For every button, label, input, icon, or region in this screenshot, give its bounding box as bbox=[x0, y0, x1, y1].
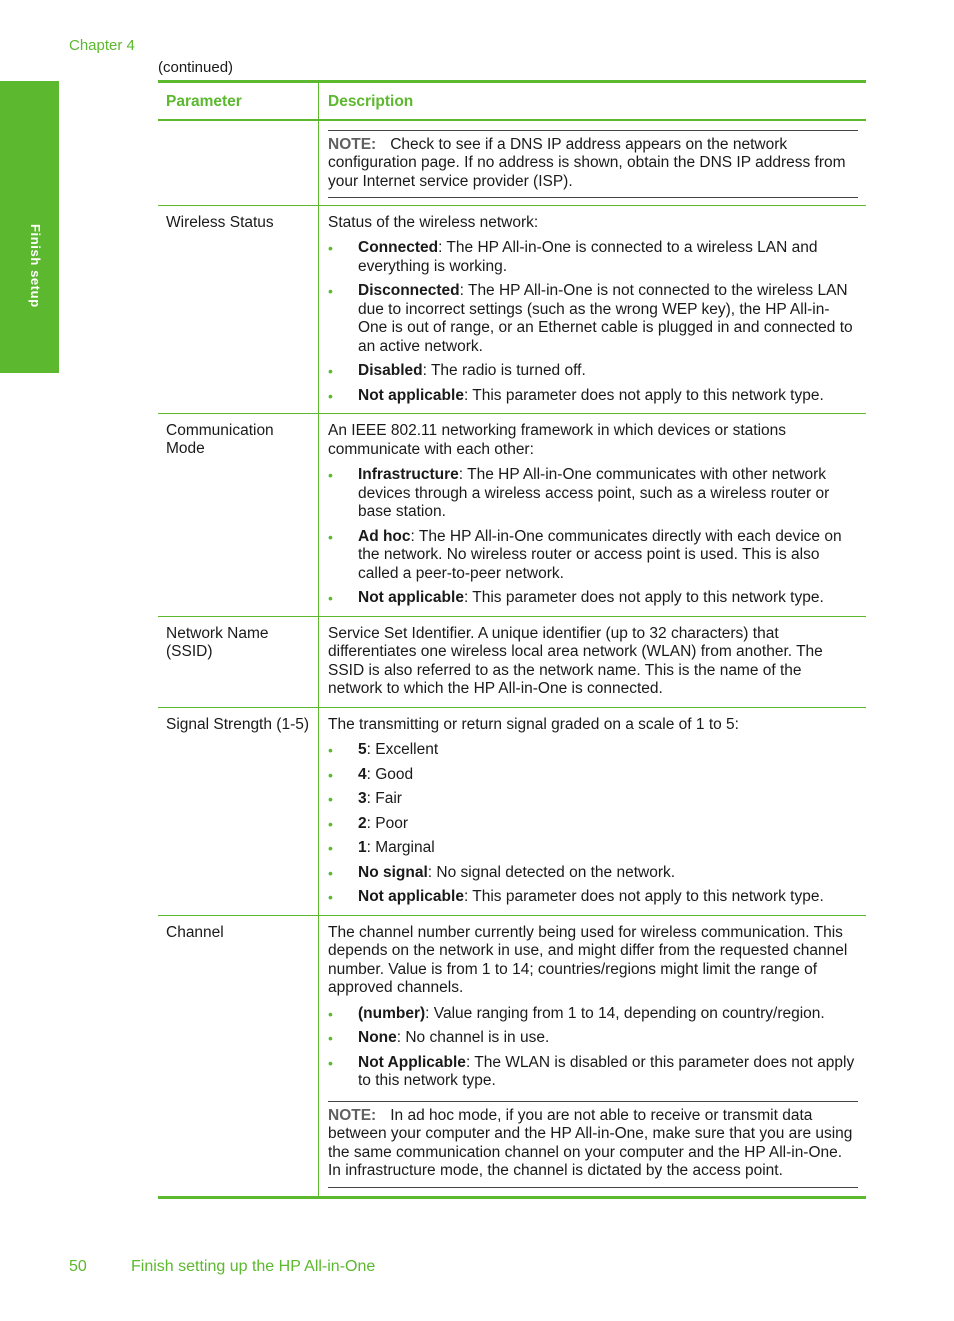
table-row-dns-note bbox=[158, 121, 866, 206]
table-header-row bbox=[158, 83, 866, 121]
list-item-text: : Value ranging from 1 to 14, depending on country/region. bbox=[425, 1004, 825, 1022]
parameter-table bbox=[158, 80, 866, 1199]
list-item bbox=[328, 1054, 858, 1091]
list-item-term: Not applicable bbox=[358, 888, 464, 905]
list-item-term: Disabled bbox=[358, 362, 423, 379]
description-cell bbox=[319, 708, 866, 915]
list-item-text: : Fair bbox=[366, 790, 402, 807]
table-row-signal-strength bbox=[158, 708, 866, 916]
bullet-icon: • bbox=[328, 840, 333, 856]
description-cell bbox=[319, 121, 866, 205]
list-item bbox=[328, 282, 858, 356]
list-item bbox=[328, 815, 858, 834]
list-item bbox=[328, 387, 858, 406]
list-item-term: 5 bbox=[358, 741, 367, 758]
list-item-term: Ad hoc bbox=[358, 527, 411, 545]
table-row-channel bbox=[158, 916, 866, 1196]
note-text: In ad hoc mode, if you are not able to receive or transmit data between your computer and the HP All-in-One, make sure that you are using the same communication channel on your computer and the HP All-in-One. In infrastructure mode, the channel is dictated by the access point. bbox=[328, 1106, 853, 1179]
list-item bbox=[328, 790, 858, 809]
chapter-heading: Chapter 4 bbox=[69, 37, 135, 54]
parameter-cell: Network Name (SSID) bbox=[158, 617, 319, 707]
side-tab-label: Finish setup bbox=[28, 224, 43, 308]
list-item-text: : The HP All-in-One is not connected to the wireless LAN due to incorrect settings (such as the wrong WEP key), the HP All-in-One is out of range, or an Ethernet cable is plugged in and connected to an active network. bbox=[358, 282, 853, 355]
list-item-term: Not Applicable bbox=[358, 1053, 466, 1071]
bullet-icon: • bbox=[328, 387, 333, 404]
list-item-term: 1 bbox=[358, 839, 367, 856]
bullet-icon: • bbox=[328, 528, 333, 545]
bullet-icon: • bbox=[328, 864, 333, 881]
table-row-communication-mode bbox=[158, 414, 866, 617]
bullet-icon: • bbox=[328, 283, 333, 299]
list-item bbox=[328, 839, 858, 858]
list-item-text: : The HP All-in-One communicates directly with each device on the network. No wireless router or access point is used. This is also called a peer-to-peer network. bbox=[358, 527, 842, 582]
note-box bbox=[328, 130, 858, 199]
bullet-icon: • bbox=[328, 467, 333, 483]
bullet-icon: • bbox=[328, 240, 333, 256]
bullet-icon: • bbox=[328, 1054, 333, 1071]
column-header-description: Description bbox=[328, 93, 414, 110]
list-item bbox=[328, 466, 858, 522]
parameter-cell: Communication Mode bbox=[158, 414, 319, 616]
list-item-term: 3 bbox=[358, 790, 367, 807]
list-item bbox=[328, 864, 858, 883]
list-item bbox=[328, 888, 858, 907]
parameter-cell: Signal Strength (1-5) bbox=[158, 708, 319, 915]
description-cell bbox=[319, 206, 866, 414]
status-list bbox=[328, 239, 858, 405]
list-item-text: : The WLAN is disabled or this parameter does not apply to this network type. bbox=[358, 1053, 855, 1089]
list-item-term: Connected bbox=[358, 239, 439, 256]
description-cell bbox=[319, 414, 866, 616]
column-header-parameter: Parameter bbox=[158, 83, 319, 119]
note-label: NOTE: bbox=[328, 1106, 377, 1124]
bullet-icon: • bbox=[328, 1030, 333, 1046]
table-row-wireless-status bbox=[158, 206, 866, 415]
list-item-text: : This parameter does not apply to this network type. bbox=[463, 589, 824, 606]
list-item-term: None bbox=[358, 1029, 397, 1046]
list-item bbox=[328, 528, 858, 584]
description-intro: The channel number currently being used for wireless communication. This depends on the network in use, and might differ from the requested channel number. Value is from 1 to 14; countries/regions might limit the range of approved channels. bbox=[328, 923, 848, 996]
description-intro: Status of the wireless network: bbox=[328, 213, 539, 231]
bullet-icon: • bbox=[328, 791, 333, 807]
bullet-icon: • bbox=[328, 742, 333, 758]
footer-title: Finish setting up the HP All-in-One bbox=[131, 1258, 376, 1275]
description-cell bbox=[319, 916, 866, 1196]
list-item-term: Not applicable bbox=[358, 386, 464, 404]
list-item-term: 4 bbox=[358, 765, 367, 783]
list-item-text: : This parameter does not apply to this network type. bbox=[463, 386, 824, 404]
list-item bbox=[328, 589, 858, 608]
parameter-cell: Channel bbox=[158, 916, 319, 1196]
bullet-icon: • bbox=[328, 363, 333, 379]
list-item-text: : This parameter does not apply to this network type. bbox=[463, 888, 824, 905]
continued-label: (continued) bbox=[158, 59, 234, 76]
list-item-term: Infrastructure bbox=[358, 466, 459, 483]
description-intro: The transmitting or return signal graded on a scale of 1 to 5: bbox=[328, 715, 739, 733]
bullet-icon: • bbox=[328, 766, 333, 783]
list-item-text: : Poor bbox=[366, 814, 408, 832]
signal-list bbox=[328, 741, 858, 907]
note-box bbox=[328, 1101, 858, 1188]
list-item bbox=[328, 741, 858, 760]
page-number: 50 bbox=[69, 1258, 87, 1275]
list-item-text: : No channel is in use. bbox=[396, 1029, 550, 1046]
list-item-term: Disconnected bbox=[358, 282, 460, 299]
list-item bbox=[328, 1029, 858, 1048]
list-item-term: 2 bbox=[358, 814, 367, 832]
list-item-text: : Excellent bbox=[366, 741, 439, 758]
bullet-icon: • bbox=[328, 815, 333, 832]
note-label: NOTE: bbox=[328, 135, 377, 153]
list-item-term: No signal bbox=[358, 863, 428, 881]
list-item-term: Not applicable bbox=[358, 589, 464, 606]
list-item bbox=[328, 766, 858, 785]
list-item-text: : The HP All-in-One is connected to a wireless LAN and everything is working. bbox=[358, 239, 818, 275]
list-item-text: : The radio is turned off. bbox=[422, 362, 586, 379]
bullet-icon: • bbox=[328, 889, 333, 905]
list-item bbox=[328, 1005, 858, 1024]
note-text: Check to see if a DNS IP address appears on the network configuration page. If no address is shown, obtain the DNS IP address from your Internet service provider (ISP). bbox=[328, 135, 846, 190]
bullet-icon: • bbox=[328, 590, 333, 606]
list-item-term: (number) bbox=[358, 1004, 426, 1022]
table-row-network-name bbox=[158, 617, 866, 708]
list-item-text: : No signal detected on the network. bbox=[427, 863, 676, 881]
description-cell: Service Set Identifier. A unique identifier (up to 32 characters) that differentiates one wireless local area network (WLAN) from another. The SSID is also referred to as the network name. This is the name of the network to which the HP All-in-One is connected. bbox=[328, 624, 823, 697]
list-item-text: : Good bbox=[366, 765, 414, 783]
list-item-text: : The HP All-in-One communicates with other network devices through a wireless access point, such as a wireless router or base station. bbox=[358, 466, 830, 520]
bullet-icon: • bbox=[328, 1005, 333, 1022]
parameter-cell bbox=[158, 121, 319, 205]
mode-list bbox=[328, 466, 858, 608]
channel-list bbox=[328, 1005, 858, 1091]
list-item bbox=[328, 239, 858, 276]
parameter-cell: Wireless Status bbox=[158, 206, 319, 414]
description-intro: An IEEE 802.11 networking framework in which devices or stations communicate with each other: bbox=[328, 422, 787, 458]
list-item-text: : Marginal bbox=[366, 839, 435, 856]
list-item bbox=[328, 362, 858, 381]
